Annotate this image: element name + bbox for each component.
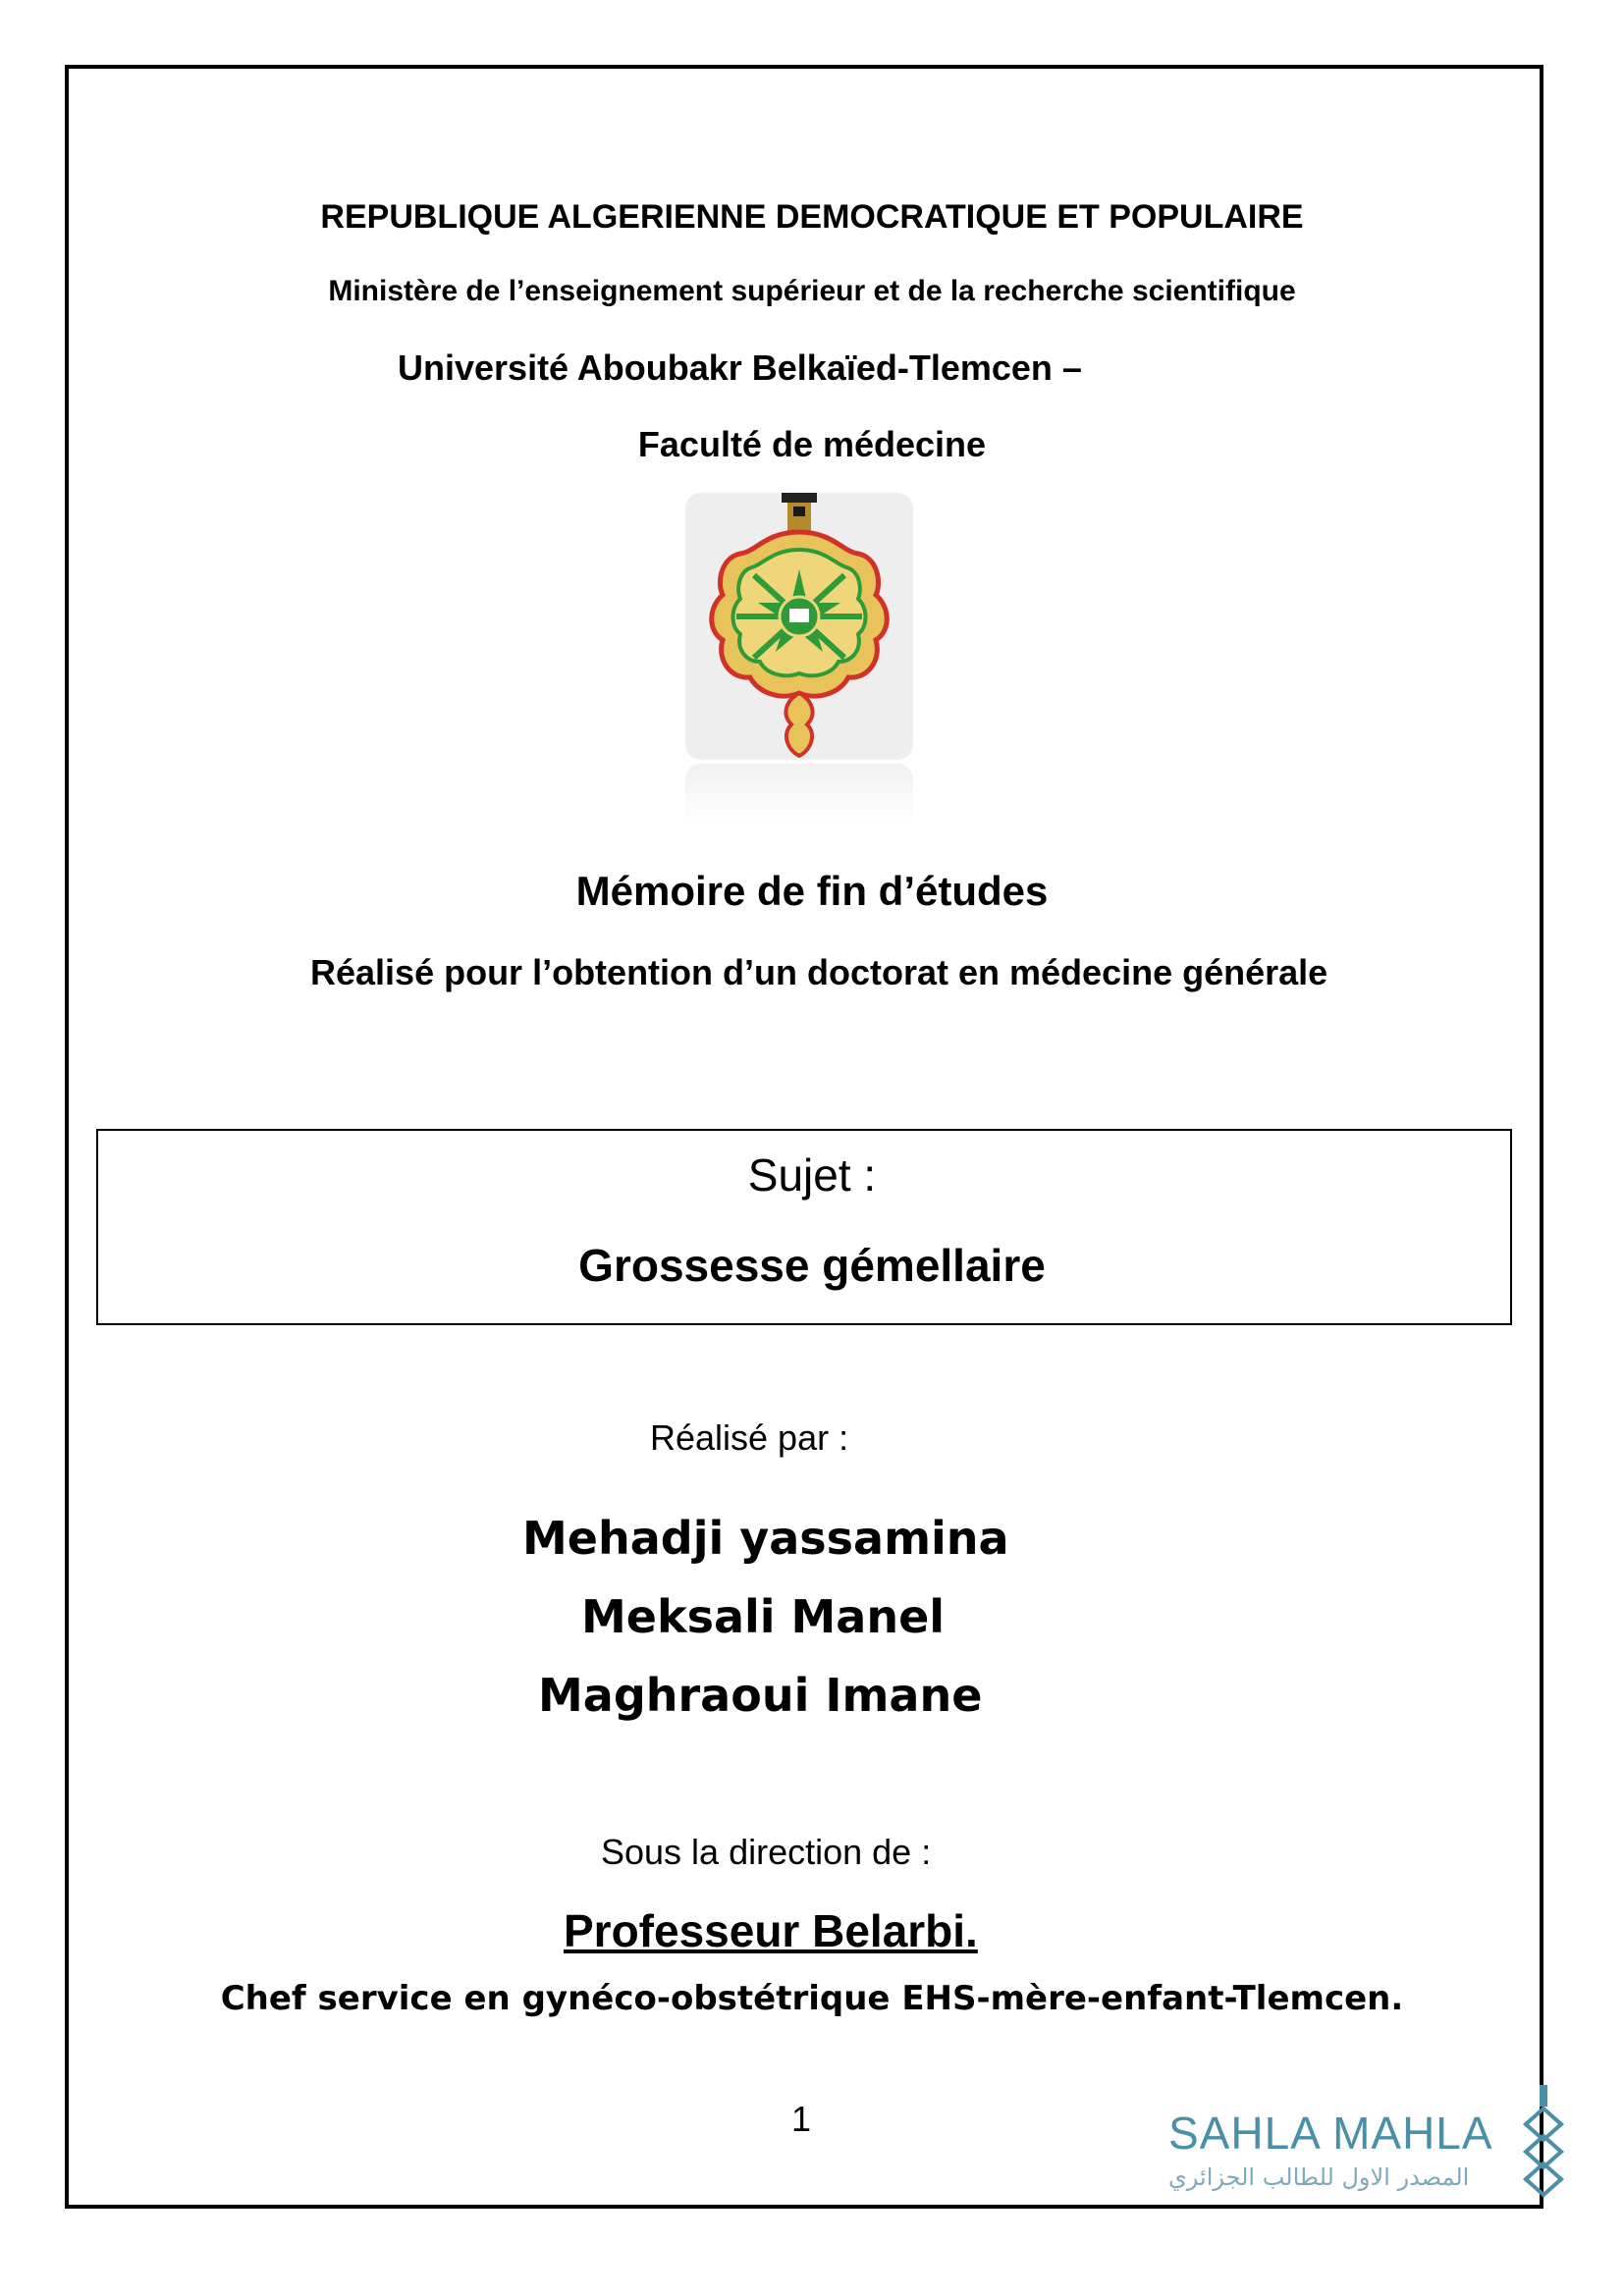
supervision-label: Sous la direction de : — [601, 1832, 932, 1872]
faculty-heading: Faculté de médecine — [637, 424, 987, 464]
author-name: Maghraoui Imane — [538, 1669, 983, 1722]
watermark-emblem-icon — [1522, 2085, 1565, 2203]
subject-label: Sujet : — [747, 1149, 877, 1201]
authors-label: Réalisé par : — [650, 1417, 849, 1458]
page-number: 1 — [791, 2099, 812, 2139]
watermark-name: SAHLA MAHLA — [1168, 2108, 1493, 2159]
republic-heading: REPUBLIQUE ALGERIENNE DEMOCRATIQUE ET POPULAIRE — [320, 198, 1304, 236]
thesis-type: Mémoire de fin d’études — [575, 868, 1049, 914]
university-heading: Université Aboubakr Belkaïed-Tlemcen – — [398, 347, 1082, 388]
subject-title: Grossesse gémellaire — [578, 1240, 1046, 1291]
watermark-tagline: المصدر الاول للطالب الجزائري — [1168, 2163, 1470, 2191]
thesis-purpose: Réalisé pour l’obtention d’un doctorat en médecine générale — [310, 952, 1328, 992]
university-logo — [685, 493, 913, 760]
author-name: Meksali Manel — [581, 1590, 946, 1643]
author-name: Mehadji yassamina — [522, 1512, 1009, 1565]
supervisor-role: Chef service en gynéco-obstétrique EHS-mère-enfant-Tlemcen. — [220, 1979, 1404, 2018]
logo-reflection — [685, 764, 913, 827]
ministry-heading: Ministère de l’enseignement supérieur et de la recherche scientifique — [328, 275, 1296, 307]
supervisor-name: Professeur Belarbi. — [564, 1905, 978, 1956]
watermark — [1168, 2107, 1561, 2215]
university-emblem-icon — [685, 493, 913, 760]
